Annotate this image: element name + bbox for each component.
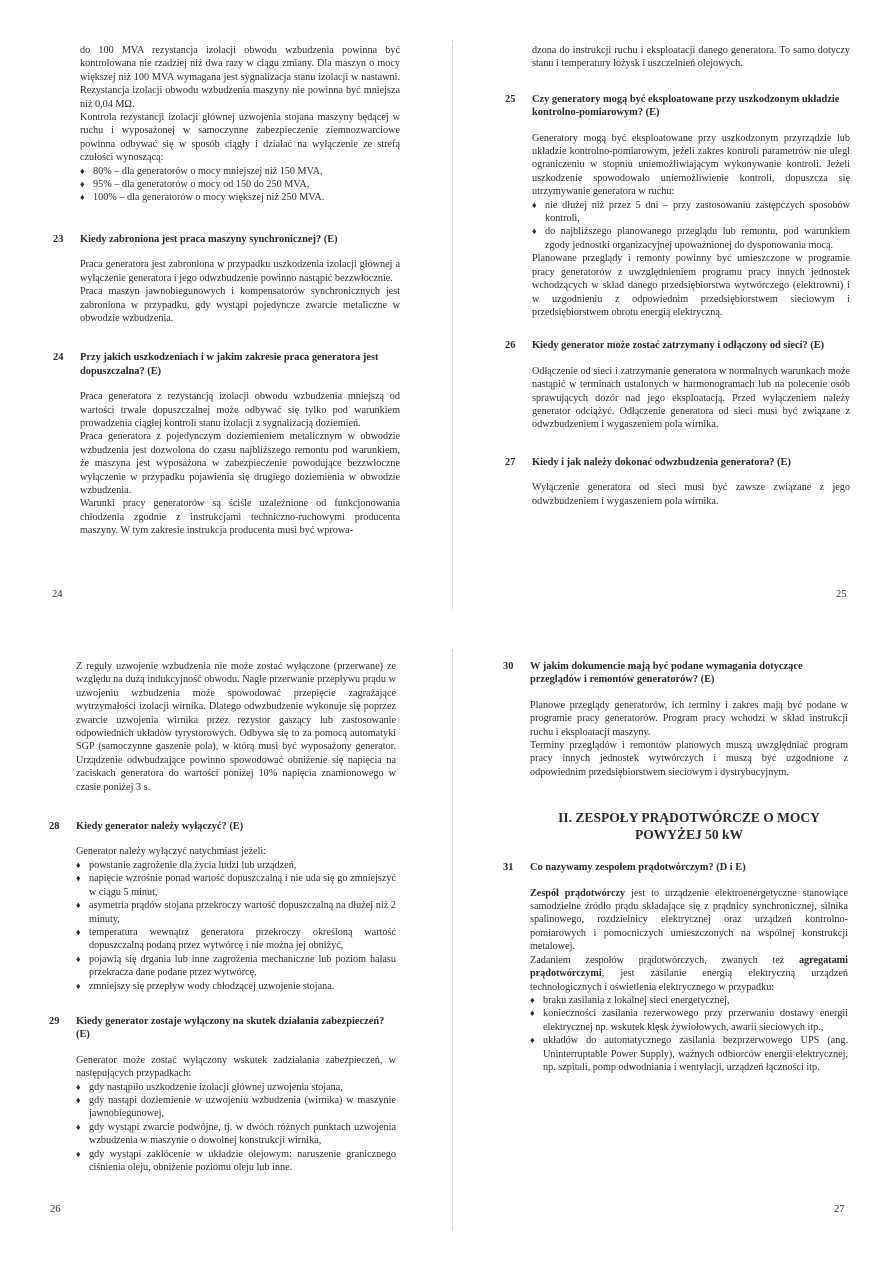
question-24 (53, 351, 400, 378)
q24-para-3: Warunki pracy generatorów są ściśle uzależnione od funkcjonowania chłodzenia zgodnie z instrukcjami techniczno-ruchowymi producenta maszyny. W tym zakresie instrukcja producenta musi być wprowa- (80, 498, 400, 537)
list-item: ♦ pojawią się drgania lub inne zagrożenia mechaniczne lub poziom hałasu przekracza dane podane przez wytwórcę, (76, 953, 396, 980)
question-26 (505, 339, 850, 352)
question-number: 25 (505, 93, 516, 105)
page-24 (53, 44, 400, 538)
question-28 (49, 820, 396, 833)
list-item: ♦ gdy nastąpiło uszkodzenie izolacji głównej uzwojenia stojana, (76, 1081, 396, 1094)
q25-para-2: Planowane przeglądy i remonty powinny być umieszczone w programie pracy generatorów z uwzględnieniem programu pracy innych jednostek wchodzących w skład danego przedsiębiorstwa wytwórczego (elektrowni) i w uzgodnieniu z odpowiednim przedsiębiorstwem sieciowym i przedsiębiorstwem obrotu energią elektryczną. (532, 253, 850, 318)
question-number: 31 (503, 862, 514, 874)
page-27 (503, 660, 848, 1074)
q31-para-2: Zadaniem zespołów prądotwórczych, zwanych też agregatami prądotwórczymi, jest zasilanie energią elektryczną urządzeń technologicznych i oświetlenia elektrycznego w przypadku: (530, 954, 848, 993)
section-title-line-2: POWYŻEJ 50 kW (634, 827, 743, 843)
q31-para-1: Zespół prądotwórczy jest to urządzenie elektroenergetyczne stanowiące samodzielne źródło prądu składające się z prądnicy synchronicznej, silnika spalinowego, rozdzielnicy elektrycznej oraz urządzeń kontrolno-pomiarowych i pomocniczych umieszczonych na wspólnej konstrukcji metalowej. (530, 887, 848, 953)
list-item: ♦ do najbliższego planowanego przeglądu lub remontu, pod warunkiem zgody jednostki organizacyjnej upoważnionej do dysponowania mocą. (532, 225, 850, 252)
page-25 (505, 44, 850, 508)
question-number: 26 (505, 340, 516, 352)
question-title: Czy generatory mogą być eksploatowane przy uszkodzonym układzie kontrolno-pomiarowym? (E) (532, 93, 840, 119)
list-item: ♦ gdy nastąpi doziemienie w uzwojeniu wzbudzenia (wirnika) w maszynie jawnobiegunowej, (76, 1094, 396, 1121)
list-item: ♦ gdy wystąpi zwarcie podwójne, tj. w dwóch różnych punktach uzwojenia wzbudzenia w maszynie o dowolnej konstrukcji wirnika, (76, 1121, 396, 1148)
page-number-27: 27 (834, 1204, 845, 1215)
question-title: Kiedy zabroniona jest praca maszyny synchronicznej? (E) (80, 233, 338, 245)
question-27 (505, 456, 850, 469)
q25-list (532, 199, 850, 253)
list-item: ♦ układów do automatycznego zasilania bezprzerwowego UPS (ang. Uninterruptable Power Supply), ważnych odbiorców energii elektrycznej, np. szpitali, pomp odwodniania i wentylacji, urządzeń łączności itp. (530, 1034, 848, 1074)
question-30 (503, 660, 848, 687)
q31-list (530, 994, 848, 1074)
q30-para-2: Terminy przeglądów i remontów planowych muszą uwzględniać program pracy innych jednostek wytwórczych i muszą być uzgodnione z odpowiednim przedsiębiorstwem sieciowym i dystrybucyjnym. (530, 740, 848, 778)
q25-para-1: Generatory mogą być eksploatowane przy uszkodzonym przyrządzie lub układzie kontrolno-pomiarowym, jeżeli zakres kontroli parametrów nie uległ ograniczeniu w stopniu uniemożliwiającym wykonywanie kontroli. Jeżeli uszkodzenie spowodowało uniemożliwienie kontroli, dopuszcza się utrzymywanie generatora w ruchu: (532, 132, 850, 198)
list-item: ♦ nie dłużej niż przez 5 dni – przy zastosowaniu zastępczych sposobów kontroli, (532, 199, 850, 226)
list-item: ♦ 80% – dla generatorów o mocy mniejszej niż 150 MVA, (80, 165, 400, 178)
list-item: ♦ braku zasilania z lokalnej sieci energetycznej, (530, 994, 848, 1007)
q26-para: Odłączenie od sieci i zatrzymanie generatora w normalnych warunkach może nastąpić w terminach ustalonych w harmonogramach lub na polecenie osób sprawujących dozór nad jego eksploatacją. Przed wyłączeniem należy generator odciążyć. Odłączenie generatora od sieci musi być związane z odwzbudzeniem i wygaszeniem pola wirnika. (532, 365, 850, 431)
fold-line-bottom (452, 650, 453, 1230)
page-number-25: 25 (836, 589, 847, 600)
question-title: Kiedy i jak należy dokonać odwzbudzenia generatora? (E) (532, 456, 791, 468)
page-number-26: 26 (50, 1204, 61, 1215)
page-number-24: 24 (52, 589, 63, 600)
p24-intro-1: do 100 MVA rezystancja izolacji obwodu wzbudzenia powinna być kontrolowana nie rzadziej niż dwa razy w ciągu zmiany. Dla maszyn o mocy większej niż 100 MVA wymagana jest sygnalizacja stanu izolacji w nastawni. Rezystancja izolacji obwodu wzbudzenia maszyny nie powinna być mniejsza niż 0,04 MΩ. (80, 45, 400, 110)
list-item: ♦ 95% – dla generatorów o mocy od 150 do 250 MVA, (80, 178, 400, 191)
q23-para-2: Praca maszyn jawnobiegunowych i kompensatorów synchronicznych jest zabroniona w przypadku, gdy wystąpi pojedyncze zwarcie metaliczne w obwodzie wzbudzenia. (80, 286, 400, 324)
q24-para-2: Praca generatora z pojedynczym doziemieniem metalicznym w obwodzie wzbudzenia jest dozwolona do czasu najbliższego remontu pod warunkiem, że maszyna jest wyposażona w zabezpieczenie powodujące bezzwłoczne wyłączenie w przypadku pojawienia się drugiego doziemienia w obwodzie wzbudzenia. (80, 431, 400, 496)
list-item: ♦ napięcie wzrośnie ponad wartość dopuszczalną i nie uda się go zmniejszyć w ciągu 5 minut, (76, 872, 396, 899)
question-31 (503, 861, 848, 874)
section-title-line-1: II. ZESPOŁY PRĄDOTWÓRCZE O MOCY (558, 810, 820, 826)
question-number: 29 (49, 1015, 60, 1027)
term-zespol: Zespół prądotwórczy (530, 887, 626, 899)
list-item: ♦ konieczności zasilania rezerwowego przy przerwaniu dostawy energii elektrycznej np. wskutek klęsk żywiołowych, awarii sieciowych itp., (530, 1007, 848, 1034)
list-item: ♦ zmniejszy się przepływ wody chłodzącej uzwojenie stojana. (76, 980, 396, 993)
p24-intro-2: Kontrola rezystancji izolacji głównej uzwojenia stojana maszyny będącej w ruchu i wyposażonej w samoczynne zabezpieczenie ziemnozwarciowe powinna odbywać się w sposób ciągły i działać na wyłączenie ze strefą czułości wynoszącą: (80, 112, 400, 164)
p24-intro-list (80, 165, 400, 205)
question-title: Kiedy generator zostaje wyłączony na skutek działania zabezpieczeń? (E) (76, 1015, 385, 1041)
p26-intro: Z reguły uzwojenie wzbudzenia nie może zostać wyłączone (przerwane) ze względu na dużą indukcyjność obwodu. Nagłe przerwanie przepływu prądu w uzwojeniu wzbudzenia może spowodować przepięcie zagrażające wytrzymałości izolacji wirnika. Dlatego odwzbudzenie wykonuje się poprzez zwarcie uzwojenia wirnika przez rezystor gaszący lub zastosowanie odpowiednich układów tyrystorowych. Odbywa się to za pomocą automatyki SGP (samoczynne gaszenie pola), w którą musi być wyposażony generator. Urządzenie odwbudzające powinno spowodować obniżenie się napięcia na zaciskach generatora do wartości poniżej 10% napięcia znamionowego w czasie poniżej 3 s. (76, 661, 396, 793)
question-title: W jakim dokumencie mają być podane wymagania dotyczące przeglądów i remontów generatorów? (E) (530, 661, 803, 686)
question-title: Kiedy generator należy wyłączyć? (E) (76, 821, 244, 833)
question-title: Co nazywamy zespołem prądotwórczym? (D i E) (530, 862, 746, 874)
question-title: Kiedy generator może zostać zatrzymany i odłączony od sieci? (E) (532, 340, 825, 352)
q28-para: Generator należy wyłączyć natychmiast jeżeli: (76, 846, 267, 858)
term-agregaty: agregatami prądotwórczymi (530, 954, 848, 980)
fold-line-top (452, 40, 453, 610)
question-number: 27 (505, 456, 516, 468)
q27-para: Wyłączenie generatora od sieci musi być zawsze związane z jego odwzbudzeniem i wygaszeniem pola wirnika. (532, 482, 850, 507)
question-23 (53, 233, 400, 246)
question-number: 23 (53, 233, 64, 245)
list-item: ♦ gdy wystąpi zakłócenie w układzie olejowym: naruszenie granicznego ciśnienia oleju, obniżenie poziomu oleju lub inne. (76, 1148, 396, 1175)
list-item: ♦ 100% – dla generatorów o mocy większej niż 250 MVA. (80, 191, 400, 204)
q29-list (76, 1081, 396, 1175)
q28-list (76, 859, 396, 993)
question-29 (49, 1015, 396, 1042)
q30-para-1: Planowe przeglądy generatorów, ich terminy i zakres mają być podane w programie pracy generatorów. Program pracy wchodzi w skład instrukcji ruchu i eksploatacji maszyny. (530, 699, 848, 738)
q23-para-1: Praca generatora jest zabroniona w przypadku uszkodzenia izolacji głównej a wyłączenie generatora i jego odwzbudzenie powinno nastąpić bezzwłocznie. (80, 259, 400, 284)
list-item: ♦ temperatura wewnątrz generatora przekroczy określoną wartość dopuszczalną podaną przez wytwórcę i nie można jej obniżyć, (76, 926, 396, 953)
question-25 (505, 93, 850, 120)
question-number: 30 (503, 661, 514, 672)
page-26 (49, 660, 396, 1174)
question-title: Przy jakich uszkodzeniach i w jakim zakresie praca generatora jest dopuszczalna? (E) (80, 352, 379, 377)
q24-para-1: Praca generatora z rezystancją izolacji obwodu wzbudzenia mniejszą od wartości trwale dopuszczalnej może odbywać się tylko pod warunkiem prowadzenia ciągłej kontroli stanu izolacji z sygnalizacją doziemień. (80, 391, 400, 429)
question-number: 24 (53, 352, 64, 364)
list-item: ♦ asymetria prądów stojana przekroczy wartość dopuszczalną na dłużej niż 2 minuty, (76, 899, 396, 926)
q29-para: Generator może zostać wyłączony wskutek zadziałania zabezpieczeń, w następujących przypadkach: (76, 1054, 396, 1080)
question-number: 28 (49, 821, 60, 833)
list-item: ♦ powstanie zagrożenie dla życia ludzi lub urządzeń, (76, 859, 396, 872)
p25-intro: dzona do instrukcji ruchu i eksploatacji danego generatora. To samo dotyczy stanu i temperatury łożysk i uszczelnień olejowych. (532, 45, 850, 70)
